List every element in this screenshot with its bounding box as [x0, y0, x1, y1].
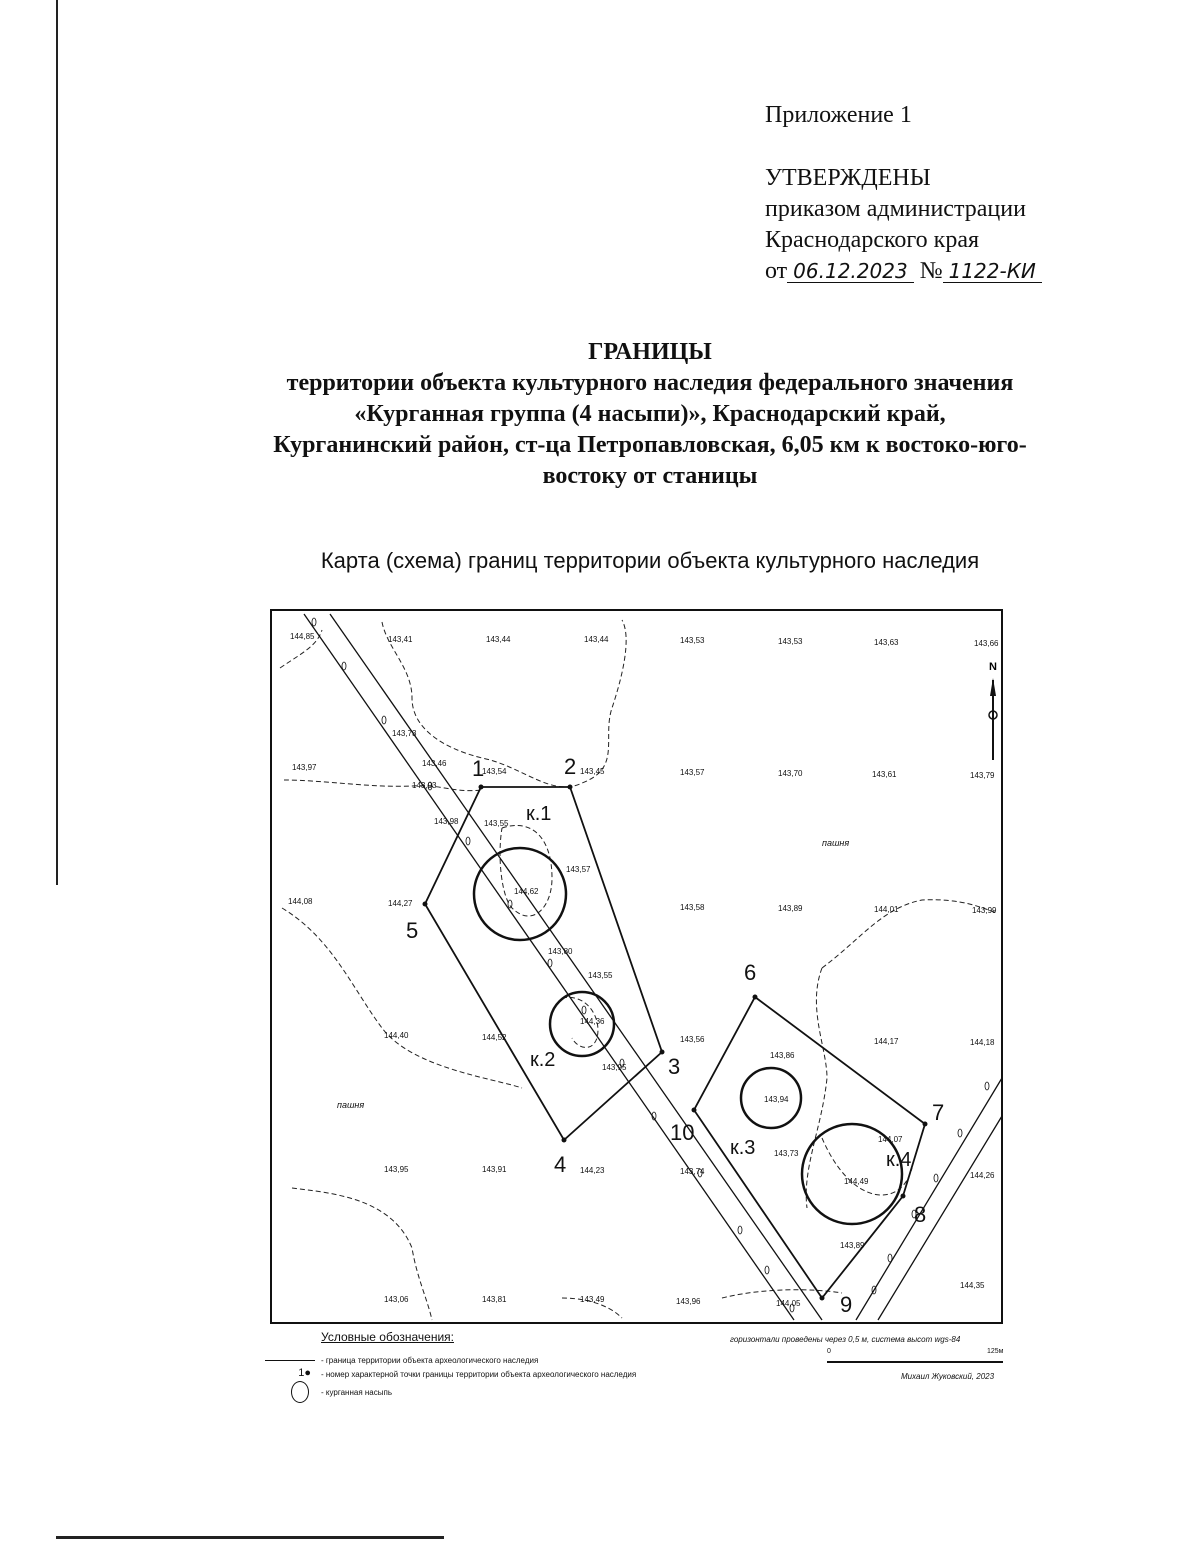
- elev-label: 144,01: [874, 905, 899, 914]
- elev-label: 144,23: [580, 1166, 605, 1175]
- boundary-line-symbol: [265, 1360, 315, 1361]
- elev-label: 143,66: [974, 639, 999, 648]
- elev-label: 144,62: [514, 887, 539, 896]
- point-label-6: 6: [744, 960, 757, 985]
- elev-label: 143,95: [384, 1165, 409, 1174]
- field-label-1: пашня: [822, 838, 850, 848]
- north-arrow: [989, 661, 997, 760]
- elev-label: 143,89: [778, 904, 803, 913]
- elev-label: 144,40: [384, 1031, 409, 1040]
- legend-item-2-text: - номер характерной точки границы территории объекта археологического наследия: [321, 1370, 637, 1379]
- boundary-map: [262, 608, 1012, 1328]
- approved-label: УТВЕРЖДЕНЫ: [765, 165, 931, 191]
- approval-date: 06.12.2023: [787, 260, 914, 283]
- elev-label: 143,61: [872, 770, 897, 779]
- elev-label: 143,86: [770, 1051, 795, 1060]
- mound-label-1: к.1: [526, 803, 552, 825]
- document-title: [150, 337, 1150, 492]
- elev-label: 144,18: [970, 1038, 995, 1047]
- elev-label: 143,95: [602, 1063, 627, 1072]
- title-line-1: территории объекта культурного наследия федерального значения: [286, 370, 1014, 396]
- mound-circle-symbol: [291, 1381, 309, 1403]
- legend-item-3-text: - курганная насыпь: [321, 1388, 392, 1397]
- scale-end: 125м: [987, 1348, 1004, 1355]
- map-legend: [265, 1330, 1005, 1410]
- elev-label: 143,89: [840, 1241, 865, 1250]
- date-prefix: от: [765, 258, 788, 284]
- approval-number: 1122-КИ: [943, 260, 1042, 283]
- elev-label: 143,99: [972, 906, 997, 915]
- elev-label: 143,54: [482, 767, 507, 776]
- elev-label: 144,26: [970, 1171, 995, 1180]
- scan-edge-left: [56, 0, 58, 885]
- elev-label: 143,58: [680, 903, 705, 912]
- mound-label-4: к.4: [886, 1149, 912, 1171]
- elev-label: 143,97: [292, 763, 317, 772]
- elev-label: 143,44: [486, 635, 511, 644]
- elev-label: 144,85: [290, 632, 315, 641]
- elev-label: 144,17: [874, 1037, 899, 1046]
- elev-label: 143,55: [588, 971, 613, 980]
- approval-date-line: [765, 256, 1042, 287]
- road-strips: [304, 614, 1002, 1320]
- point-label-1: 1: [472, 756, 485, 781]
- map-frame: [271, 610, 1002, 1323]
- legend-title: Условные обозначения:: [321, 1330, 454, 1344]
- elev-label: 143,45: [580, 767, 605, 776]
- scale-bar: [827, 1355, 1003, 1363]
- elev-label: 143,56: [680, 1035, 705, 1044]
- point-label-9: 9: [840, 1292, 853, 1317]
- elev-label: 144,52: [482, 1033, 507, 1042]
- elev-label: 143,41: [388, 635, 413, 644]
- field-label-2: пашня: [337, 1100, 365, 1110]
- map-subtitle: Карта (схема) границ территории объекта культурного наследия: [320, 548, 980, 573]
- elev-label: 144,07: [878, 1135, 903, 1144]
- point-label-10: 10: [670, 1120, 695, 1145]
- elev-label: 144,05: [776, 1299, 801, 1308]
- elev-label: 143,70: [778, 769, 803, 778]
- elev-label: 144,08: [288, 897, 313, 906]
- point-number-symbol: 1●: [298, 1367, 311, 1379]
- mound-label-2: к.2: [530, 1049, 556, 1071]
- elev-label: 143,06: [384, 1295, 409, 1304]
- contour-credits: горизонтали проведены через 0,5 м, система высот wgs-84: [730, 1335, 961, 1344]
- title-line-4: востоку от станицы: [542, 463, 758, 489]
- number-prefix: №: [919, 258, 943, 284]
- elev-label: 143,73: [774, 1149, 799, 1158]
- point-label-4: 4: [554, 1152, 567, 1177]
- elev-label: 143,80: [548, 947, 573, 956]
- elev-label: 143,49: [580, 1295, 605, 1304]
- elev-label: 143,93: [412, 781, 437, 790]
- elev-label: 144,35: [960, 1281, 985, 1290]
- elev-label: 144,27: [388, 899, 413, 908]
- map-author: Михаил Жуковский, 2023: [901, 1372, 995, 1381]
- title-line-2: «Курганная группа (4 насыпи)», Краснодарский край,: [354, 401, 946, 427]
- appendix-label: Приложение 1: [765, 102, 912, 128]
- elev-label: 143,81: [482, 1295, 507, 1304]
- elev-label: 143,79: [970, 771, 995, 780]
- elev-label: 143,46: [422, 759, 447, 768]
- elev-label: 143,63: [874, 638, 899, 647]
- elev-label: 143,98: [434, 817, 459, 826]
- elev-label: 143,74: [680, 1167, 705, 1176]
- elev-label: 143,73: [392, 729, 417, 738]
- point-label-2: 2: [564, 754, 577, 779]
- elev-label: 144,36: [580, 1017, 605, 1026]
- title-line-3: Курганинский район, ст-ца Петропавловская, 6,05 км к востоко-юго-: [273, 432, 1027, 458]
- elev-label: 143,94: [764, 1095, 789, 1104]
- point-label-3: 3: [668, 1054, 681, 1079]
- north-label: N: [989, 661, 997, 673]
- elev-label: 143,57: [566, 865, 591, 874]
- point-label-7: 7: [932, 1100, 945, 1125]
- contour-lines: [280, 620, 997, 1320]
- scale-start: 0: [827, 1348, 831, 1355]
- point-number-sample: 1: [298, 1367, 305, 1379]
- elev-label: 144,49: [844, 1177, 869, 1186]
- elev-label: 143,91: [482, 1165, 507, 1174]
- legend-item-1-text: - граница территории объекта археологического наследия: [321, 1356, 539, 1365]
- mound-label-3: к.3: [730, 1137, 756, 1159]
- elev-label: 143,53: [680, 636, 705, 645]
- point-label-5: 5: [406, 918, 419, 943]
- elev-label: 143,55: [484, 819, 509, 828]
- elev-label: 143,96: [676, 1297, 701, 1306]
- elev-label: 143,44: [584, 635, 609, 644]
- title-heading: ГРАНИЦЫ: [588, 339, 712, 365]
- approval-line-1: приказом администрации: [765, 196, 1026, 222]
- elev-label: 143,53: [778, 637, 803, 646]
- point-label-8: 8: [914, 1202, 927, 1227]
- approval-block: [765, 100, 1042, 287]
- approval-line-2: Краснодарского края: [765, 227, 980, 253]
- scan-edge-bottom: [56, 1536, 444, 1539]
- elev-label: 143,57: [680, 768, 705, 777]
